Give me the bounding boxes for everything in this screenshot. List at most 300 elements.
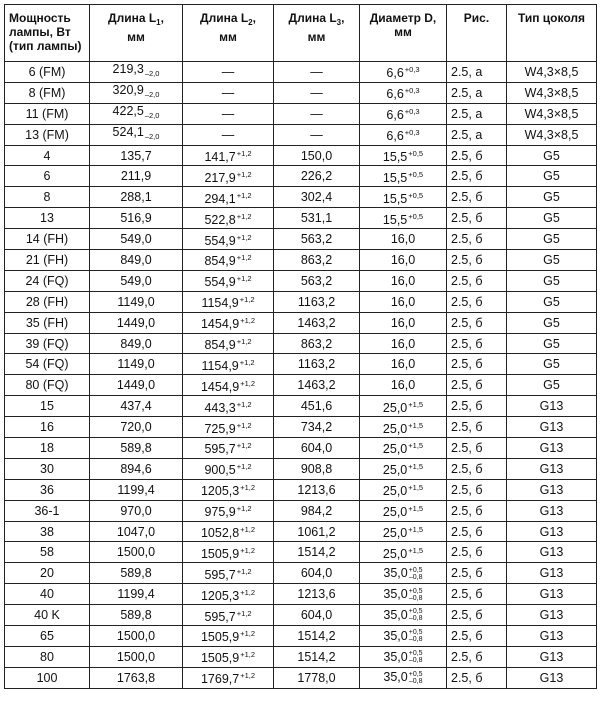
l2-value: 294,1 bbox=[204, 191, 236, 206]
power-value: 39 (FQ) bbox=[25, 336, 69, 351]
l1-value: 1500,0 bbox=[116, 545, 156, 560]
table-row bbox=[5, 667, 597, 688]
cell-length-l2 bbox=[183, 145, 274, 166]
cell-diameter bbox=[360, 145, 447, 166]
diameter-value: 16,0 bbox=[390, 315, 416, 330]
cell-length-l1 bbox=[90, 542, 183, 563]
cell-length-l2 bbox=[183, 333, 274, 354]
cell-power bbox=[5, 229, 90, 250]
l1-tolerance: –2,0 bbox=[144, 132, 160, 142]
l3-value: 1514,2 bbox=[297, 628, 336, 643]
table-row bbox=[5, 229, 597, 250]
cell-length-l3 bbox=[274, 187, 360, 208]
l1-value: 1449,0 bbox=[116, 315, 156, 330]
cell-diameter bbox=[360, 375, 447, 396]
cell-base-type bbox=[507, 396, 597, 417]
diameter-value: 35,0 bbox=[383, 628, 408, 643]
header-l3-name: Длина L bbox=[288, 11, 337, 25]
cell-power bbox=[5, 605, 90, 626]
cell-diameter bbox=[360, 584, 447, 605]
l2-value: 1205,3 bbox=[200, 588, 240, 603]
cell-diameter bbox=[360, 542, 447, 563]
cell-base-type bbox=[507, 312, 597, 333]
figure-ref: 2.5, б bbox=[451, 608, 483, 623]
l1-value: 549,0 bbox=[120, 232, 152, 247]
base-type-value: G13 bbox=[539, 503, 564, 518]
power-value: 6 bbox=[43, 169, 51, 184]
figure-ref: 2.5, б bbox=[451, 378, 483, 393]
cell-figure bbox=[447, 521, 507, 542]
cell-length-l2 bbox=[183, 375, 274, 396]
diameter-value: 6,6 bbox=[386, 66, 404, 81]
power-value: 58 bbox=[40, 545, 54, 560]
power-value: 11 (FM) bbox=[25, 106, 69, 121]
cell-figure bbox=[447, 312, 507, 333]
cell-length-l2 bbox=[183, 626, 274, 647]
cell-length-l1 bbox=[90, 250, 183, 271]
header-length-l3: Длина $L_3$, мм bbox=[274, 5, 360, 62]
l1-value: 437,4 bbox=[120, 399, 152, 414]
l2-value: 1205,3 bbox=[200, 484, 240, 499]
cell-length-l3 bbox=[274, 208, 360, 229]
cell-length-l3 bbox=[274, 626, 360, 647]
l2-value: 1769,7 bbox=[200, 672, 240, 687]
l1-value: 1449,0 bbox=[116, 378, 156, 393]
l2-value: 1454,9 bbox=[200, 317, 240, 332]
l1-value: 720,0 bbox=[120, 420, 152, 435]
figure-ref: 2.5, б bbox=[451, 252, 483, 267]
base-type-value: G13 bbox=[539, 587, 564, 602]
l1-value: 1149,0 bbox=[117, 294, 155, 309]
l2-value: 522,8 bbox=[204, 212, 236, 227]
power-value: 13 bbox=[40, 211, 54, 226]
figure-ref: 2.5, б bbox=[451, 545, 483, 560]
cell-base-type bbox=[507, 500, 597, 521]
cell-base-type bbox=[507, 626, 597, 647]
cell-figure bbox=[447, 291, 507, 312]
header-l2-index: 2 bbox=[248, 18, 253, 27]
l1-value: 849,0 bbox=[120, 252, 152, 267]
cell-length-l2 bbox=[183, 417, 274, 438]
cell-length-l2 bbox=[183, 229, 274, 250]
l2-tolerance: +1,2 bbox=[240, 629, 256, 639]
cell-diameter bbox=[360, 208, 447, 229]
diameter-value: 6,6 bbox=[386, 87, 404, 102]
figure-ref: 2.5, б bbox=[451, 628, 483, 643]
cell-figure bbox=[447, 208, 507, 229]
cell-length-l1 bbox=[90, 521, 183, 542]
power-value: 4 bbox=[43, 148, 51, 163]
l1-value: 516,9 bbox=[120, 211, 152, 226]
cell-base-type bbox=[507, 145, 597, 166]
cell-base-type bbox=[507, 605, 597, 626]
figure-ref: 2.5, б bbox=[451, 440, 483, 455]
diameter-tolerance: +0,3 bbox=[404, 107, 420, 117]
cell-power bbox=[5, 103, 90, 124]
diameter-tolerance: +0,5 bbox=[408, 149, 424, 158]
cell-figure bbox=[447, 417, 507, 438]
cell-diameter bbox=[360, 62, 447, 83]
cell-length-l1 bbox=[90, 479, 183, 500]
figure-ref: 2.5, б bbox=[451, 587, 483, 602]
l1-tolerance: –2,0 bbox=[144, 111, 160, 121]
cell-power bbox=[5, 563, 90, 584]
cell-diameter bbox=[360, 521, 447, 542]
cell-base-type bbox=[507, 229, 597, 250]
cell-length-l2 bbox=[183, 605, 274, 626]
l2-value: 554,9 bbox=[204, 275, 236, 290]
cell-length-l2 bbox=[183, 521, 274, 542]
table-row bbox=[5, 82, 597, 103]
power-value: 40 bbox=[40, 587, 54, 602]
diameter-value: 15,5 bbox=[382, 212, 408, 227]
cell-base-type bbox=[507, 187, 597, 208]
diameter-value: 16,0 bbox=[390, 252, 416, 267]
cell-diameter bbox=[360, 605, 447, 626]
power-value: 28 (FH) bbox=[25, 294, 69, 309]
diameter-tolerance: +0,3 bbox=[404, 86, 420, 96]
l3-value: 1514,2 bbox=[297, 649, 336, 664]
table-row bbox=[5, 626, 597, 647]
l2-value: — bbox=[221, 85, 235, 100]
cell-length-l2 bbox=[183, 500, 274, 521]
figure-ref: 2.5, б bbox=[451, 670, 483, 685]
figure-ref: 2.5, б bbox=[451, 232, 483, 247]
l1-value: 589,8 bbox=[120, 440, 152, 455]
l3-value: — bbox=[310, 64, 323, 79]
cell-figure bbox=[447, 166, 507, 187]
l2-tolerance: +1,2 bbox=[236, 420, 252, 430]
cell-base-type bbox=[507, 417, 597, 438]
l2-value: 1505,9 bbox=[200, 546, 240, 561]
diameter-tolerance-upper: +0,5 bbox=[408, 629, 423, 637]
cell-length-l2 bbox=[183, 563, 274, 584]
figure-ref: 2.5, б bbox=[451, 190, 483, 205]
l2-value: 1154,9 bbox=[201, 358, 239, 373]
diameter-tolerance: +1,5 bbox=[408, 545, 424, 555]
diameter-value: 25,0 bbox=[382, 421, 408, 436]
table-row bbox=[5, 605, 597, 626]
base-type-value: G13 bbox=[539, 440, 564, 455]
cell-length-l2 bbox=[183, 208, 274, 229]
power-value: 36-1 bbox=[34, 503, 60, 518]
cell-length-l2 bbox=[183, 312, 274, 333]
l3-value: 604,0 bbox=[300, 608, 333, 623]
l1-value: 422,5 bbox=[112, 104, 144, 119]
power-value: 35 (FH) bbox=[25, 315, 69, 330]
figure-ref: 2.5, а bbox=[451, 106, 483, 121]
l3-value: 563,2 bbox=[300, 273, 333, 288]
cell-length-l1 bbox=[90, 458, 183, 479]
power-value: 100 bbox=[36, 670, 58, 685]
l2-tolerance: +1,2 bbox=[236, 462, 252, 472]
diameter-value: 25,0 bbox=[382, 442, 408, 457]
cell-length-l2 bbox=[183, 291, 274, 312]
power-value: 36 bbox=[40, 482, 54, 497]
cell-length-l3 bbox=[274, 646, 360, 667]
cell-length-l2 bbox=[183, 250, 274, 271]
lamp-spec-table bbox=[4, 4, 597, 689]
cell-power bbox=[5, 458, 90, 479]
cell-length-l2 bbox=[183, 103, 274, 124]
l3-value: 1463,2 bbox=[297, 378, 336, 393]
l1-tolerance: –2,0 bbox=[144, 90, 160, 100]
l2-tolerance: +1,2 bbox=[240, 671, 256, 681]
l3-value: 1213,6 bbox=[297, 587, 336, 602]
cell-length-l1 bbox=[90, 145, 183, 166]
cell-length-l3 bbox=[274, 270, 360, 291]
cell-diameter bbox=[360, 563, 447, 584]
cell-diameter bbox=[360, 291, 447, 312]
cell-length-l2 bbox=[183, 270, 274, 291]
cell-base-type bbox=[507, 542, 597, 563]
cell-power bbox=[5, 500, 90, 521]
table-row bbox=[5, 542, 597, 563]
cell-power bbox=[5, 667, 90, 688]
cell-length-l2 bbox=[183, 438, 274, 459]
diameter-tolerance-lower: –0,8 bbox=[408, 657, 423, 665]
cell-power bbox=[5, 124, 90, 145]
power-value: 38 bbox=[40, 524, 54, 539]
table-row bbox=[5, 145, 597, 166]
l2-tolerance: +1,2 bbox=[240, 545, 256, 555]
figure-ref: 2.5, б bbox=[451, 273, 483, 288]
power-value: 18 bbox=[40, 440, 54, 455]
cell-length-l1 bbox=[90, 270, 183, 291]
table-row bbox=[5, 208, 597, 229]
diameter-value: 16,0 bbox=[390, 378, 416, 393]
table-row bbox=[5, 479, 597, 500]
l1-value: 1047,0 bbox=[116, 524, 156, 539]
l1-value: 211,9 bbox=[120, 169, 152, 184]
diameter-value: 35,0 bbox=[383, 670, 408, 685]
header-l2-unit: мм bbox=[219, 30, 237, 44]
figure-ref: 2.5, б bbox=[451, 357, 483, 372]
figure-ref: 2.5, б bbox=[451, 482, 483, 497]
cell-length-l3 bbox=[274, 667, 360, 688]
cell-length-l1 bbox=[90, 667, 183, 688]
l1-value: 894,6 bbox=[120, 461, 152, 476]
header-l3-unit: мм bbox=[307, 30, 326, 44]
cell-length-l1 bbox=[90, 291, 183, 312]
table-row bbox=[5, 354, 597, 375]
table-row bbox=[5, 124, 597, 145]
diameter-tolerance: +1,5 bbox=[408, 420, 424, 430]
cell-length-l3 bbox=[274, 458, 360, 479]
l1-value: 135,7 bbox=[120, 148, 152, 163]
l2-value: 900,5 bbox=[204, 463, 236, 478]
power-value: 20 bbox=[40, 566, 54, 581]
header-l3-index: 3 bbox=[336, 18, 342, 27]
base-type-value: G5 bbox=[543, 148, 560, 163]
cell-power bbox=[5, 646, 90, 667]
base-type-value: G5 bbox=[543, 294, 560, 309]
cell-length-l2 bbox=[183, 124, 274, 145]
l3-value: — bbox=[310, 127, 323, 142]
cell-base-type bbox=[507, 375, 597, 396]
diameter-value: 25,0 bbox=[382, 463, 408, 478]
cell-power bbox=[5, 438, 90, 459]
diameter-tolerance: +0,5 bbox=[408, 190, 424, 200]
base-type-value: G13 bbox=[539, 524, 564, 539]
l2-value: 141,7 bbox=[204, 150, 236, 164]
l3-value: 302,4 bbox=[300, 190, 333, 205]
cell-figure bbox=[447, 229, 507, 250]
cell-base-type bbox=[507, 62, 597, 83]
cell-diameter bbox=[360, 479, 447, 500]
base-type-value: G13 bbox=[539, 461, 564, 476]
l1-value: 589,8 bbox=[120, 566, 152, 581]
cell-diameter bbox=[360, 417, 447, 438]
cell-length-l1 bbox=[90, 62, 183, 83]
cell-base-type bbox=[507, 103, 597, 124]
l3-value: 863,2 bbox=[300, 336, 333, 351]
table-row bbox=[5, 166, 597, 187]
cell-diameter bbox=[360, 354, 447, 375]
l3-value: 984,2 bbox=[300, 503, 333, 518]
diameter-tolerance-pair bbox=[409, 567, 423, 581]
table-row bbox=[5, 103, 597, 124]
l1-value: 1149,0 bbox=[117, 357, 155, 372]
cell-length-l2 bbox=[183, 354, 274, 375]
diameter-value: 35,0 bbox=[383, 565, 408, 580]
base-type-value: W4,3×8,5 bbox=[524, 106, 579, 121]
diameter-value: 25,0 bbox=[382, 526, 408, 541]
cell-power bbox=[5, 312, 90, 333]
base-type-value: G13 bbox=[539, 420, 564, 435]
base-type-value: G5 bbox=[543, 169, 560, 184]
diameter-tolerance-upper: +0,5 bbox=[408, 650, 423, 658]
l1-value: 970,0 bbox=[120, 503, 152, 518]
l1-tolerance: –2,0 bbox=[144, 69, 160, 79]
header-power bbox=[5, 5, 90, 62]
diameter-tolerance: +1,5 bbox=[408, 504, 424, 514]
cell-length-l3 bbox=[274, 605, 360, 626]
cell-base-type bbox=[507, 208, 597, 229]
l2-tolerance: +1,2 bbox=[240, 587, 256, 597]
cell-power bbox=[5, 62, 90, 83]
l2-tolerance: +1,2 bbox=[236, 608, 252, 618]
cell-power bbox=[5, 417, 90, 438]
base-type-value: G13 bbox=[539, 566, 564, 581]
power-value: 65 bbox=[40, 628, 54, 643]
base-type-value: W4,3×8,5 bbox=[524, 85, 579, 100]
cell-length-l3 bbox=[274, 500, 360, 521]
figure-ref: 2.5, б bbox=[451, 461, 483, 476]
l2-value: 595,7 bbox=[204, 609, 236, 624]
cell-length-l2 bbox=[183, 62, 274, 83]
cell-figure bbox=[447, 605, 507, 626]
diameter-tolerance: +0,3 bbox=[404, 65, 420, 75]
l2-value: 975,9 bbox=[204, 505, 236, 520]
diameter-tolerance-lower: –0,8 bbox=[408, 636, 423, 644]
cell-figure bbox=[447, 626, 507, 647]
table-row bbox=[5, 646, 597, 667]
cell-power bbox=[5, 270, 90, 291]
cell-figure bbox=[447, 354, 507, 375]
base-type-value: G5 bbox=[543, 336, 560, 351]
l2-tolerance: +1,2 bbox=[236, 399, 252, 409]
l3-value: 908,8 bbox=[300, 461, 333, 476]
cell-diameter bbox=[360, 646, 447, 667]
table-row bbox=[5, 375, 597, 396]
power-value: 24 (FQ) bbox=[25, 273, 69, 288]
l1-value: 524,1 bbox=[112, 125, 144, 140]
diameter-tolerance-upper: +0,5 bbox=[408, 566, 423, 574]
cell-length-l3 bbox=[274, 479, 360, 500]
l1-value: 1199,4 bbox=[117, 587, 155, 602]
cell-length-l2 bbox=[183, 667, 274, 688]
cell-length-l1 bbox=[90, 103, 183, 124]
cell-length-l1 bbox=[90, 605, 183, 626]
cell-diameter bbox=[360, 438, 447, 459]
l2-tolerance: +1,2 bbox=[239, 295, 255, 305]
diameter-value: 15,5 bbox=[382, 170, 408, 185]
l2-value: 1505,9 bbox=[200, 651, 240, 666]
cell-figure bbox=[447, 250, 507, 271]
cell-length-l3 bbox=[274, 229, 360, 250]
table-row bbox=[5, 417, 597, 438]
diameter-value: 25,0 bbox=[382, 400, 408, 415]
cell-length-l1 bbox=[90, 417, 183, 438]
diameter-value: 16,0 bbox=[390, 273, 416, 288]
l1-value: 549,0 bbox=[120, 273, 152, 288]
cell-length-l3 bbox=[274, 396, 360, 417]
table-row bbox=[5, 312, 597, 333]
cell-length-l2 bbox=[183, 458, 274, 479]
l3-value: 604,0 bbox=[300, 440, 333, 455]
cell-base-type bbox=[507, 124, 597, 145]
cell-length-l3 bbox=[274, 62, 360, 83]
l2-tolerance: +1,2 bbox=[236, 253, 252, 263]
l3-value: 734,2 bbox=[300, 420, 333, 435]
l2-tolerance: +1,2 bbox=[240, 483, 256, 493]
cell-length-l1 bbox=[90, 438, 183, 459]
l3-value: 1163,2 bbox=[297, 357, 336, 372]
diameter-tolerance: +1,5 bbox=[408, 441, 424, 451]
l3-value: 226,2 bbox=[300, 169, 333, 184]
cell-base-type bbox=[507, 270, 597, 291]
header-l1-index: 1 bbox=[156, 18, 161, 27]
l2-value: 595,7 bbox=[204, 567, 236, 582]
l2-value: 1505,9 bbox=[200, 630, 240, 645]
cell-length-l3 bbox=[274, 333, 360, 354]
diameter-value: 35,0 bbox=[383, 586, 408, 601]
table-row bbox=[5, 187, 597, 208]
cell-diameter bbox=[360, 312, 447, 333]
header-diameter-unit: мм bbox=[394, 25, 412, 39]
l2-value: — bbox=[221, 127, 235, 142]
diameter-tolerance-upper: +0,5 bbox=[408, 608, 423, 616]
l2-value: 595,7 bbox=[204, 442, 236, 457]
cell-diameter bbox=[360, 103, 447, 124]
header-figure-label: Рис. bbox=[463, 11, 490, 25]
diameter-value: 25,0 bbox=[382, 484, 408, 499]
base-type-value: G13 bbox=[539, 545, 564, 560]
cell-base-type bbox=[507, 521, 597, 542]
diameter-tolerance: +0,5 bbox=[408, 211, 424, 221]
cell-length-l3 bbox=[274, 250, 360, 271]
cell-length-l1 bbox=[90, 646, 183, 667]
l2-value: 554,9 bbox=[204, 233, 236, 248]
diameter-value: 15,5 bbox=[382, 191, 408, 206]
cell-length-l2 bbox=[183, 646, 274, 667]
cell-power bbox=[5, 396, 90, 417]
cell-base-type bbox=[507, 166, 597, 187]
base-type-value: G13 bbox=[539, 670, 564, 685]
l2-tolerance: +1,2 bbox=[236, 504, 252, 514]
l2-value: 217,9 bbox=[204, 170, 236, 185]
